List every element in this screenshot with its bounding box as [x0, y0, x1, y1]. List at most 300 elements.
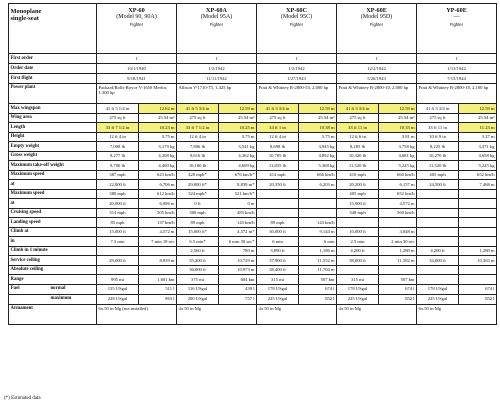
- cell-metric: 4,892 kg: [299, 151, 337, 161]
- row-label: Climb at: [9, 227, 97, 237]
- cell-metric: 143 km/h: [299, 218, 337, 228]
- cell-metric: 12.59 m: [379, 104, 417, 114]
- cell-value: 11/11/1942: [177, 74, 257, 84]
- row-label: Order date: [9, 64, 97, 74]
- cell-value: 1: [417, 54, 497, 64]
- cell-imperial: 38,000 ft: [337, 256, 379, 266]
- cell-metric: [459, 199, 497, 209]
- cell-metric: 10,973 m: [219, 265, 257, 275]
- cell-metric: 3.75 m: [219, 132, 257, 142]
- cell-imperial: 8,285 lb: [337, 142, 379, 152]
- cell-metric: 507 km: [379, 275, 417, 285]
- cell-metric: 10.25 m: [219, 123, 257, 133]
- cell-metric: 6,203 m: [299, 180, 337, 190]
- aircraft-type: Fighter: [289, 22, 304, 27]
- row-label: Landing speed: [9, 218, 97, 228]
- cell-metric: 25.54 m²: [459, 113, 497, 123]
- cell-metric: [139, 246, 177, 256]
- cell-metric: 11,552 m: [299, 256, 337, 266]
- cell-metric: 3.27 m: [459, 132, 497, 142]
- cell-imperial: 33 ft 7 1/2 in: [177, 123, 219, 133]
- cell-imperial: 37,900 ft: [257, 256, 299, 266]
- cell-metric: 560 km/h: [379, 208, 417, 218]
- cell-metric: 757 l: [219, 294, 257, 304]
- row-landing-speed: [9, 218, 497, 228]
- cell-imperial: 116 USgal: [177, 284, 219, 294]
- row-label: at: [9, 199, 97, 209]
- row-label: Wing area: [9, 113, 97, 123]
- cell-imperial: 41 ft 3 3/4 in: [337, 104, 379, 114]
- aircraft-name: XP-60: [128, 7, 145, 14]
- cell-imperial: 29,000 ft: [97, 256, 139, 266]
- cell-imperial: 41 ft 5 3/4 in: [177, 104, 219, 114]
- row-label: Absolute ceiling: [9, 265, 97, 275]
- cell-imperial: 0 ft: [177, 199, 219, 209]
- cell-imperial: 34 ft 1 in: [257, 123, 299, 133]
- row-label: Cruising speed: [9, 208, 97, 218]
- cell-imperial: 35,200 ft: [177, 256, 219, 266]
- cell-metric: [459, 237, 497, 247]
- cell-imperial: 225 USgal: [257, 294, 299, 304]
- data-sheet: [8, 3, 496, 325]
- cell-imperial: [97, 246, 139, 256]
- cell-metric: [299, 199, 337, 209]
- cell-metric: 3,758 kg: [379, 142, 417, 152]
- footnote: (*) Estimated data: [4, 396, 41, 401]
- cell-imperial: 387 mph: [97, 170, 139, 180]
- cell-metric: 10.38 m: [299, 123, 337, 133]
- cell-value: Pratt & Whitney R-2800-53, 2,000 hp: [257, 84, 337, 104]
- cell-imperial: 11,520 lb: [417, 161, 459, 171]
- cell-metric: 1,280 m: [379, 246, 417, 256]
- cell-metric: 5,225 kg: [379, 161, 417, 171]
- cell-imperial: 178 USgal: [257, 284, 299, 294]
- row-label: Service ceiling: [9, 256, 97, 266]
- row-label: Height: [9, 132, 97, 142]
- cell-metric: 4,362 kg: [219, 151, 257, 161]
- cell-metric: 10.23 m: [139, 123, 177, 133]
- cell-imperial: 6.5 min*: [177, 237, 219, 247]
- cell-value: 1/11/1942: [417, 64, 497, 74]
- cell-imperial: 12 ft 4 in: [97, 132, 139, 142]
- cell-value: 1/2/1942: [177, 64, 257, 74]
- cell-metric: 12.59 m: [459, 104, 497, 114]
- cell-imperial: 12 ft 4 in: [257, 132, 299, 142]
- cell-imperial: 4,200 ft: [417, 246, 459, 256]
- row-wing-area: [9, 113, 497, 123]
- cell-metric: 612 km/h: [139, 189, 177, 199]
- cell-metric: 852 l: [379, 294, 417, 304]
- cell-imperial: 275 sq ft: [97, 113, 139, 123]
- cell-imperial: 89 mph: [257, 218, 299, 228]
- cell-imperial: 7,008 lb: [97, 142, 139, 152]
- cell-metric: [299, 189, 337, 199]
- cell-metric: 3,945 kg: [299, 142, 337, 152]
- cell-imperial: 420 mph*: [177, 170, 219, 180]
- cell-metric: 4,400 kg: [139, 161, 177, 171]
- row-max-speed2: [9, 189, 497, 199]
- cell-metric: 8,839 m: [139, 256, 177, 266]
- cell-value: 1/27/1943: [257, 74, 337, 84]
- cell-imperial: 3,890 ft: [257, 246, 299, 256]
- cell-imperial: 314 mph: [97, 208, 139, 218]
- cell-imperial: 11,520 lb: [337, 161, 379, 171]
- cell-metric: [379, 265, 417, 275]
- cell-metric: 3,048 m: [379, 227, 417, 237]
- cell-metric: 852 l: [299, 294, 337, 304]
- cell-imperial: 24,500 ft: [417, 180, 459, 190]
- aircraft-type: Fighter: [369, 22, 384, 27]
- cell-metric: 137 km/h: [139, 218, 177, 228]
- cell-imperial: 380 mph: [97, 189, 139, 199]
- cell-imperial: 9,700 lb: [97, 161, 139, 171]
- aircraft-type: Fighter: [209, 22, 224, 27]
- cell-metric: [459, 275, 497, 285]
- cell-imperial: 2.5 min: [337, 237, 379, 247]
- cell-value: Pratt & Whitney R-2800-10, 2,000 hp: [337, 84, 417, 104]
- cell-imperial: 324 mph*: [177, 189, 219, 199]
- cell-imperial: 12 ft 6 in: [337, 132, 379, 142]
- row-height: [9, 132, 497, 142]
- cell-imperial: 8,698 lb: [257, 142, 299, 152]
- cell-metric: 12.59 m: [299, 104, 337, 114]
- row-at: [9, 180, 497, 190]
- cell-metric: 25.54 m²: [139, 113, 177, 123]
- cell-metric: 4,572 m: [139, 227, 177, 237]
- cell-metric: 5,225 kg: [459, 161, 497, 171]
- row-label-fuel: [9, 284, 97, 294]
- row-max-wingspan: [9, 104, 497, 114]
- aircraft-header-xp60e: [337, 4, 417, 54]
- cell-imperial: 38,400 ft: [257, 265, 299, 275]
- cell-imperial: 33 ft 11 in: [337, 123, 379, 133]
- cell-imperial: [417, 199, 459, 209]
- title-line-1: Monoplane: [10, 8, 42, 15]
- cell-imperial: 20,350 ft: [257, 180, 299, 190]
- cell-metric: 666 km/h: [299, 170, 337, 180]
- cell-imperial: 178 USgal: [337, 284, 379, 294]
- cell-metric: 676 km/h*: [219, 170, 257, 180]
- header-row: [9, 4, 497, 54]
- row-fuel-normal: [9, 284, 497, 294]
- cell-imperial: 15,000 ft: [337, 199, 379, 209]
- cell-imperial: [417, 265, 459, 275]
- cell-imperial: 405 mph: [337, 189, 379, 199]
- row-label: Maximum take-off weight: [9, 161, 97, 171]
- cell-imperial: 15,000 ft: [97, 227, 139, 237]
- cell-imperial: 41 ft 3 3/4 in: [257, 104, 299, 114]
- cell-metric: 4,572 m: [379, 199, 417, 209]
- cell-metric: 10,363 m: [459, 256, 497, 266]
- aircraft-name: XP-60E: [366, 7, 387, 14]
- row-label: Climb in 1 minute: [9, 246, 97, 256]
- cell-metric: 10.33 m: [379, 123, 417, 133]
- row-range: [9, 275, 497, 285]
- row-label: Gross weight: [9, 151, 97, 161]
- cell-imperial: 22,000 ft: [97, 180, 139, 190]
- specs-table: [8, 3, 497, 325]
- cell-imperial: 275 sq ft: [257, 113, 299, 123]
- cell-imperial: [417, 237, 459, 247]
- cell-metric: 7,468 m: [459, 180, 497, 190]
- cell-imperial: 9,616 lb: [177, 151, 219, 161]
- row-label: Length: [9, 123, 97, 133]
- aircraft-model: (Model 95D): [360, 14, 393, 20]
- cell-imperial: 225 USgal: [417, 294, 459, 304]
- cell-metric: 25.54 m²: [299, 113, 337, 123]
- cell-imperial: 275 sq ft: [177, 113, 219, 123]
- cell-metric: [459, 265, 497, 275]
- cell-value: 1: [257, 54, 337, 64]
- cell-metric: 7 min 18 sec: [139, 237, 177, 247]
- cell-metric: 674 l: [459, 284, 497, 294]
- cell-imperial: 41 ft 5 1/4 in: [97, 104, 139, 114]
- cell-metric: 3,371 kg: [459, 142, 497, 152]
- cell-metric: [379, 218, 417, 228]
- cell-metric: 623 km/h: [139, 170, 177, 180]
- row-label: First flight: [9, 74, 97, 84]
- cell-metric: 521 km/h*: [219, 189, 257, 199]
- row-label: Empty weight: [9, 142, 97, 152]
- cell-metric: 12.62 m: [139, 104, 177, 114]
- cell-metric: 3,179 kg: [139, 142, 177, 152]
- row-label: Maximum speed: [9, 189, 97, 199]
- cell-value: 1/2/1942: [257, 64, 337, 74]
- cell-metric: 1,601 km: [139, 275, 177, 285]
- cell-metric: [459, 208, 497, 218]
- row-label: First order: [9, 54, 97, 64]
- row-first-order: [9, 54, 497, 64]
- row-max-takeoff-weight: [9, 161, 497, 171]
- cell-imperial: 8,225 lb: [417, 142, 459, 152]
- cell-imperial: 228 USgal: [97, 294, 139, 304]
- cell-value: 12/2/1942: [337, 64, 417, 74]
- cell-metric: 674 l: [299, 284, 337, 294]
- aircraft-type: Fighter: [449, 22, 464, 27]
- cell-imperial: 275 sq ft: [417, 113, 459, 123]
- cell-metric: 439 l: [219, 284, 257, 294]
- cell-imperial: 178 USgal: [417, 284, 459, 294]
- cell-metric: 8,839 m*: [219, 180, 257, 190]
- cell-metric: 674 l: [379, 284, 417, 294]
- cell-metric: [459, 189, 497, 199]
- cell-metric: 11,582 m: [379, 256, 417, 266]
- cell-metric: 25.54 m²: [379, 113, 417, 123]
- cell-metric: 9,144 m: [299, 227, 337, 237]
- aircraft-model: (Model 90, 90A): [116, 14, 157, 20]
- row-label: Range: [9, 275, 97, 285]
- specs-table-body: [9, 4, 497, 325]
- fuel-sub-label: normal: [50, 286, 66, 292]
- cell-value: 4x.50 in Mg: [177, 304, 257, 324]
- cell-metric: 1,186 m: [299, 246, 337, 256]
- cell-imperial: 89 mph: [177, 218, 219, 228]
- cell-metric: 3.75 m: [299, 132, 337, 142]
- cell-metric: 6,157 m: [379, 180, 417, 190]
- row-gross-weight: [9, 151, 497, 161]
- cell-imperial: 11,835 lb: [257, 161, 299, 171]
- cell-imperial: 41 ft 3 3/4 in: [417, 104, 459, 114]
- aircraft-type: Fighter: [129, 22, 144, 27]
- fuel-label: Fuel: [10, 286, 20, 292]
- cell-metric: 852 l: [459, 294, 497, 304]
- row-at2: [9, 199, 497, 209]
- cell-value: 5/26/1943: [337, 74, 417, 84]
- cell-metric: 511 l: [139, 284, 177, 294]
- cell-value: 6x.50 in Mg: [417, 304, 497, 324]
- aircraft-header-xp60c: [257, 4, 337, 54]
- cell-metric: 660 km/h: [379, 170, 417, 180]
- cell-imperial: 10,320 lb: [337, 151, 379, 161]
- aircraft-name: YP-60E: [446, 7, 467, 14]
- cell-value: 1: [177, 54, 257, 64]
- cell-imperial: 315 mi: [337, 275, 379, 285]
- cell-imperial: 34,000 ft: [417, 256, 459, 266]
- cell-imperial: 85 mph: [97, 218, 139, 228]
- row-service-ceiling: [9, 256, 497, 266]
- aircraft-model: (Model 95C): [280, 14, 313, 20]
- cell-metric: 1,280 m: [459, 246, 497, 256]
- cell-metric: 863 l: [139, 294, 177, 304]
- cell-metric: 652 km/h: [379, 189, 417, 199]
- cell-imperial: [417, 189, 459, 199]
- cell-imperial: 300 mph: [177, 208, 219, 218]
- cell-imperial: 275 sq ft: [337, 113, 379, 123]
- row-label: Maximum speed: [9, 170, 97, 180]
- cell-value: Packard/Rolls-Royce V-1650 Merlin, 1,300 hp: [97, 84, 177, 104]
- cell-value: 9/18/1941: [97, 74, 177, 84]
- cell-metric: 507 km: [299, 275, 337, 285]
- cell-imperial: 315 mi: [257, 275, 299, 285]
- cell-value: 4x.50 in Mg: [257, 304, 337, 324]
- cell-metric: 3.75 m: [139, 132, 177, 142]
- row-order-date: [9, 64, 497, 74]
- cell-metric: 780 m: [219, 246, 257, 256]
- row-label: in: [9, 237, 97, 247]
- cell-imperial: 10,785 lb: [257, 151, 299, 161]
- cell-value: 6x.50 in Mg (not installed): [97, 304, 177, 324]
- cell-value: 1: [337, 54, 417, 64]
- row-cruising-speed: [9, 208, 497, 218]
- cell-value: Allison V-1710-75, 1,425 hp: [177, 84, 257, 104]
- row-label: Power plant: [9, 84, 97, 104]
- row-empty-weight: [9, 142, 497, 152]
- cell-imperial: 15,000 ft*: [177, 227, 219, 237]
- cell-metric: [459, 218, 497, 228]
- aircraft-header-xp60: [97, 4, 177, 54]
- cell-metric: 4,681 kg: [379, 151, 417, 161]
- cell-metric: 483 km/h: [219, 208, 257, 218]
- cell-imperial: [417, 218, 459, 228]
- cell-metric: 25.54 m²: [219, 113, 257, 123]
- row-label: Armament: [9, 304, 97, 324]
- cell-metric: 505 km/h: [139, 208, 177, 218]
- row-label: at: [9, 180, 97, 190]
- cell-imperial: 348 mph: [337, 208, 379, 218]
- cell-value: Pratt & Whitney R-2800-18, 2,100 hp: [417, 84, 497, 104]
- row-armament: [9, 304, 497, 324]
- cell-metric: 4,609 kg: [219, 161, 257, 171]
- cell-metric: 10,729 m: [219, 256, 257, 266]
- cell-imperial: 414 mph: [257, 170, 299, 180]
- cell-imperial: 10,000 ft: [337, 227, 379, 237]
- row-in: [9, 237, 497, 247]
- cell-imperial: 2,560 ft: [177, 246, 219, 256]
- cell-metric: 3,541 kg: [219, 142, 257, 152]
- cell-metric: 6,096 m: [139, 199, 177, 209]
- row-max-speed: [9, 170, 497, 180]
- cell-imperial: 200 USgal: [177, 294, 219, 304]
- cell-imperial: [417, 227, 459, 237]
- cell-value: 1: [97, 54, 177, 64]
- table-title: [9, 4, 97, 54]
- cell-value: 10/1/1940: [97, 64, 177, 74]
- fuel-sub-label: maximum: [50, 296, 72, 302]
- cell-imperial: [337, 265, 379, 275]
- cell-value: 7/15/1944: [417, 74, 497, 84]
- cell-metric: 3.81 m: [379, 132, 417, 142]
- aircraft-model: (Model 95A): [200, 14, 233, 20]
- row-length: [9, 123, 497, 133]
- cell-metric: 12.59 m: [219, 104, 257, 114]
- cell-imperial: [257, 199, 299, 209]
- cell-imperial: 20,200 ft: [337, 180, 379, 190]
- cell-imperial: [257, 189, 299, 199]
- cell-imperial: [417, 275, 459, 285]
- cell-value: 4x.50 in Mg: [337, 304, 417, 324]
- cell-imperial: 375 mi: [177, 275, 219, 285]
- cell-imperial: 29,000 ft*: [177, 180, 219, 190]
- cell-imperial: 30,000 ft: [257, 227, 299, 237]
- cell-imperial: 410 mph: [337, 170, 379, 180]
- cell-imperial: 7.3 min: [97, 237, 139, 247]
- cell-metric: 6 min 30 sec*: [219, 237, 257, 247]
- cell-imperial: 10,160 lb: [177, 161, 219, 171]
- aircraft-header-yp60e: [417, 4, 497, 54]
- cell-imperial: [417, 208, 459, 218]
- cell-imperial: 20,000 ft: [97, 199, 139, 209]
- cell-imperial: 10 ft 9 in: [417, 132, 459, 142]
- cell-imperial: 135 USgal: [97, 284, 139, 294]
- cell-imperial: 405 mph: [417, 170, 459, 180]
- row-absolute-ceiling: [9, 265, 497, 275]
- cell-metric: 652 km/h: [459, 170, 497, 180]
- cell-metric: 11,704 m: [299, 265, 337, 275]
- aircraft-name: XP-60C: [286, 7, 307, 14]
- cell-imperial: 33 ft 11 in: [417, 123, 459, 133]
- cell-metric: 4,658 kg: [459, 151, 497, 161]
- row-label-fuel: [9, 294, 97, 304]
- cell-metric: 604 km: [219, 275, 257, 285]
- cell-imperial: 6 min: [257, 237, 299, 247]
- row-power-plant: [9, 84, 497, 104]
- cell-metric: 143 km/h: [219, 218, 257, 228]
- cell-imperial: 36,000 ft: [177, 265, 219, 275]
- cell-metric: 6 min: [299, 237, 337, 247]
- cell-imperial: 9,277 lb: [97, 151, 139, 161]
- cell-imperial: 7,806 lb: [177, 142, 219, 152]
- row-fuel-maximum: [9, 294, 497, 304]
- cell-imperial: 4,200 ft: [337, 246, 379, 256]
- cell-metric: [139, 265, 177, 275]
- cell-imperial: 33 ft 7 1/2 in: [97, 123, 139, 133]
- cell-metric: 5,368 kg: [299, 161, 337, 171]
- row-label: Max wingspan: [9, 104, 97, 114]
- cell-imperial: 10,270 lb: [417, 151, 459, 161]
- cell-imperial: 995 mi: [97, 275, 139, 285]
- cell-metric: [459, 227, 497, 237]
- row-climb-1min: [9, 246, 497, 256]
